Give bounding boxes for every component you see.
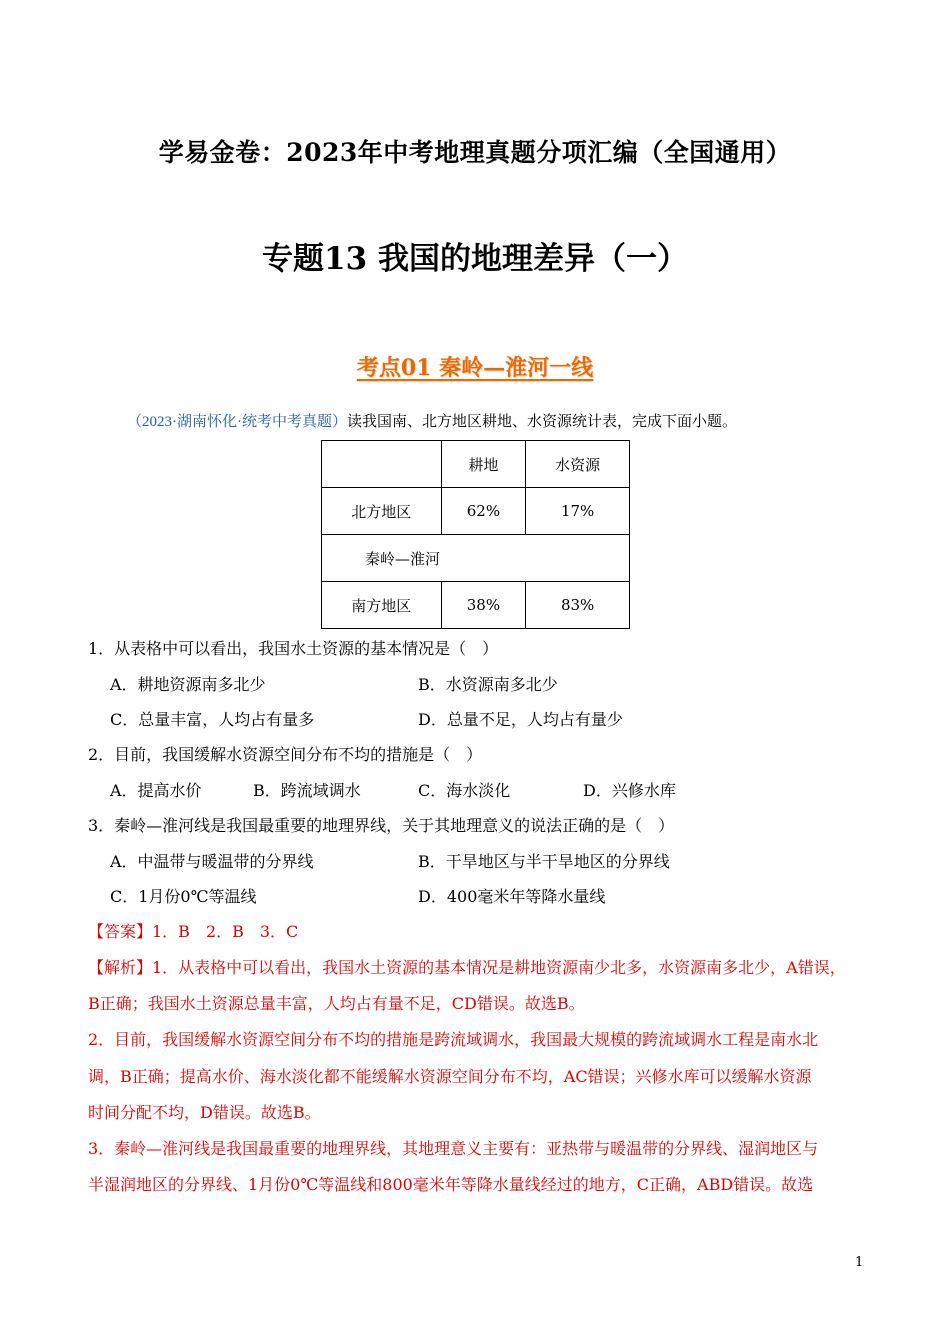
question-1-option-b: B．水资源南多北少 — [418, 675, 558, 694]
topic-title: 专题13 我国的地理差异（一） — [262, 241, 688, 277]
table-row — [322, 535, 630, 582]
question-2-option-d: D．兴修水库 — [583, 781, 676, 800]
question-1-option-c: C．总量丰富，人均占有量多 — [110, 710, 315, 729]
intro-text: 读我国南、北方地区耕地、水资源统计表，完成下面小题。 — [347, 412, 738, 430]
question-3-stem: 3．秦岭—淮河线是我国最重要的地理界线，关于其地理意义的说法正确的是（ ） — [88, 816, 675, 835]
question-1-option-a: A．耕地资源南多北少 — [110, 675, 266, 694]
section-heading: 考点01 秦岭—淮河一线 — [356, 355, 594, 381]
analysis-line: 调，B正确；提高水价、海水淡化都不能缓解水资源空间分布不均，AC错误；兴修水库可以缓解水资源 — [88, 1067, 812, 1086]
document-title: 学易金卷：2023年中考地理真题分项汇编（全国通用） — [158, 138, 792, 167]
question-3-option-a: A．中温带与暖温带的分界线 — [110, 852, 314, 871]
analysis-line: B正确；我国水土资源总量丰富，人均占有量不足，CD错误。故选B。 — [88, 994, 585, 1013]
table-header-water: 水资源 — [526, 441, 630, 488]
analysis-line: 3．秦岭—淮河线是我国最重要的地理界线，其地理意义主要有：亚热带与暖温带的分界线、湿润地区与 — [88, 1139, 819, 1158]
question-2-option-b: B．跨流域调水 — [253, 781, 361, 800]
table-cell — [322, 441, 442, 488]
question-3-option-c: C．1月份0℃等温线 — [110, 887, 257, 906]
table-row — [322, 488, 630, 535]
table-row — [322, 582, 630, 629]
question-intro — [127, 410, 737, 431]
table-cell: 83% — [526, 582, 630, 629]
table-row-label: 北方地区 — [322, 488, 442, 535]
question-2-option-c: C．海水淡化 — [418, 781, 511, 800]
analysis-line: 2．目前，我国缓解水资源空间分布不均的措施是跨流域调水，我国最大规模的跨流域调水工程是南水北 — [88, 1030, 819, 1049]
question-2-option-a: A．提高水价 — [110, 781, 202, 800]
question-1-option-d: D．总量不足，人均占有量少 — [418, 710, 623, 729]
answer-line: 【答案】1．B 2．B 3．C — [88, 922, 299, 941]
question-2-stem: 2．目前，我国缓解水资源空间分布不均的措施是（ ） — [88, 745, 483, 764]
analysis-line: 【解析】1．从表格中可以看出，我国水土资源的基本情况是耕地资源南少北多，水资源南多北少，A错误， — [88, 958, 846, 977]
question-source: （2023·湖南怀化·统考中考真题） — [127, 414, 347, 430]
table-row — [322, 441, 630, 488]
table-cell: 62% — [441, 488, 526, 535]
table-cell: 17% — [526, 488, 630, 535]
table-header-farmland: 耕地 — [441, 441, 526, 488]
table-cell: 38% — [441, 582, 526, 629]
question-3-option-b: B．干旱地区与半干旱地区的分界线 — [418, 852, 670, 871]
analysis-line: 时间分配不均，D错误。故选B。 — [88, 1103, 321, 1122]
table-row-label: 南方地区 — [322, 582, 442, 629]
table-divider-label: 秦岭—淮河 — [322, 535, 630, 582]
question-3-option-d: D．400毫米年等降水量线 — [418, 887, 606, 906]
statistics-table — [321, 440, 630, 629]
question-1-stem: 1．从表格中可以看出，我国水土资源的基本情况是（ ） — [88, 639, 499, 658]
page-number: 1 — [855, 1255, 864, 1270]
analysis-line: 半湿润地区的分界线、1月份0℃等温线和800毫米年等降水量线经过的地方，C正确，ABD错误。故选 — [88, 1175, 814, 1194]
